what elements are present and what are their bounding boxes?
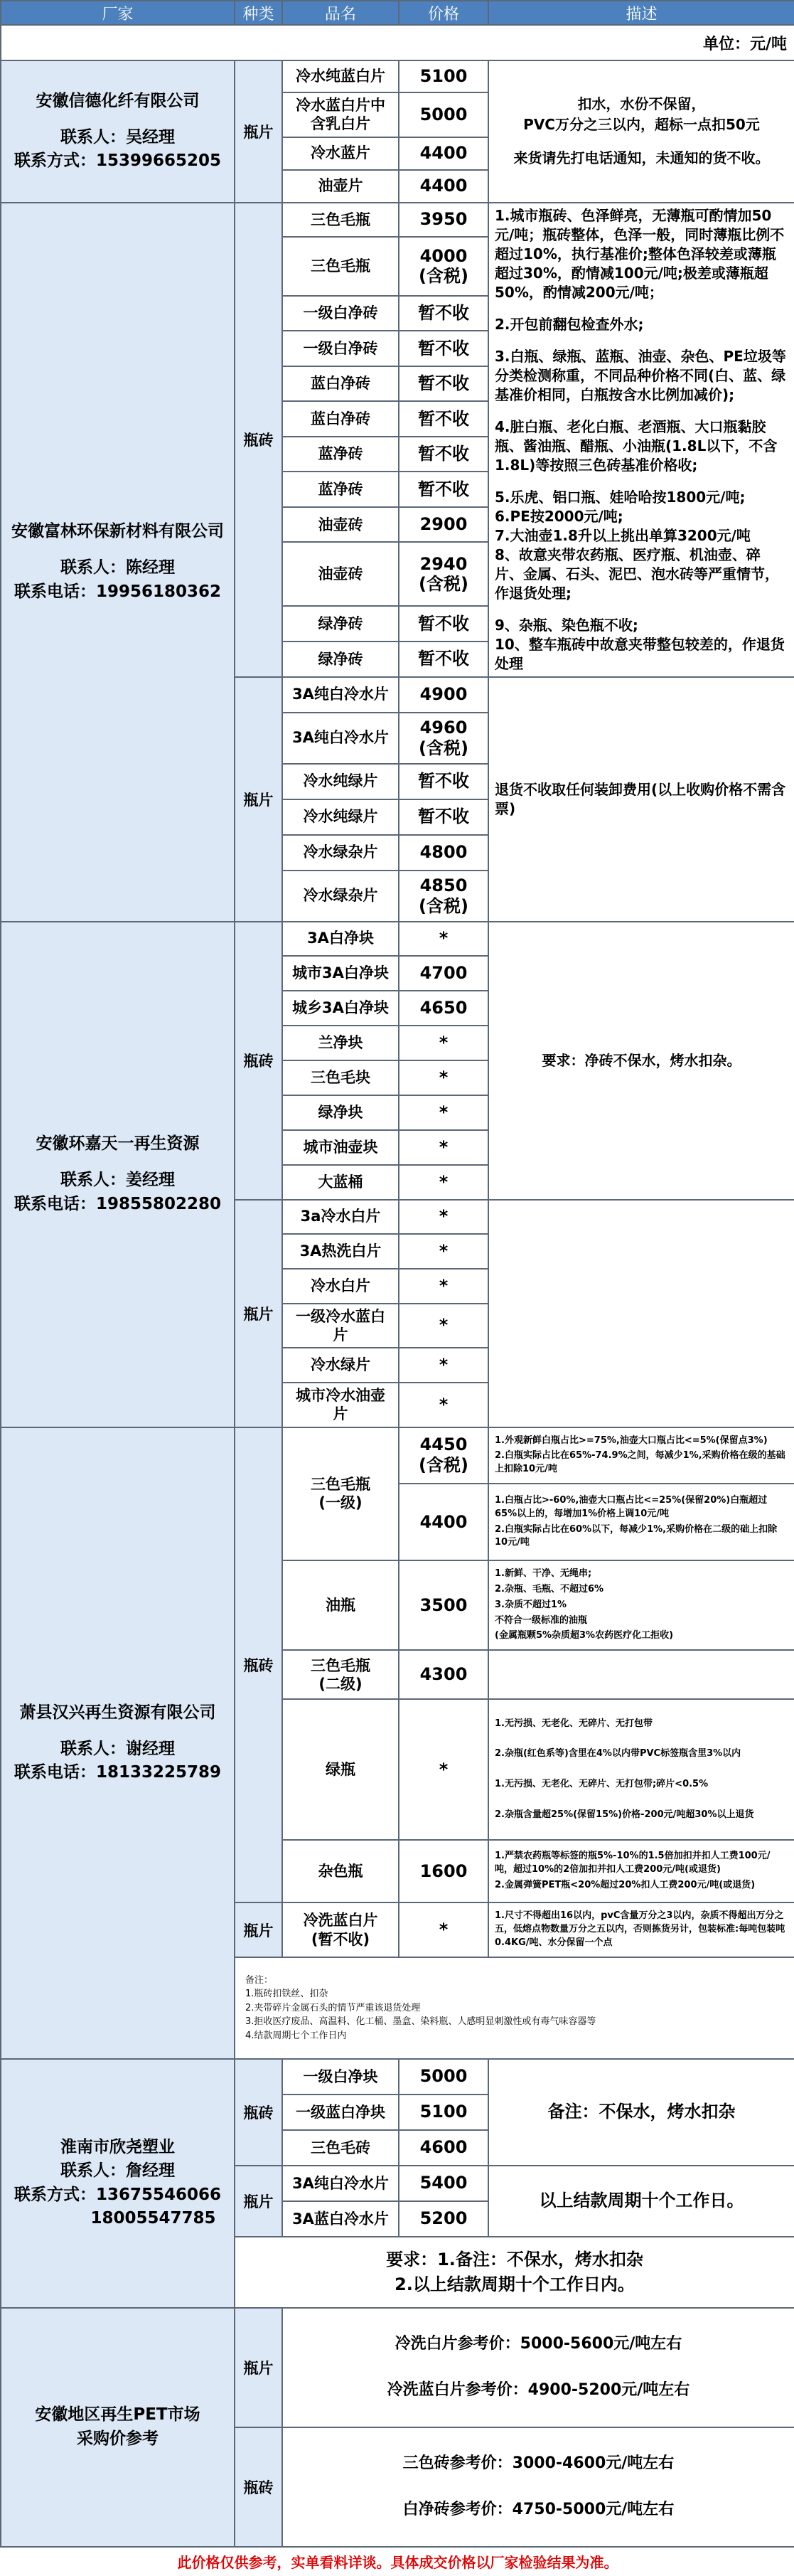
summary-line: 要求：1.备注：不保水，烤水扣杂 xyxy=(386,2249,643,2269)
description-line: 1.无污损、无老化、无碎片、无打包带;碎片<0.5% xyxy=(495,1779,709,1790)
description-cell xyxy=(488,1699,794,1840)
table-row xyxy=(1,203,794,238)
description-cell xyxy=(488,1560,794,1650)
description-line: 扣水，水份不保留， xyxy=(577,95,706,113)
product-price: 5100 xyxy=(399,2095,488,2130)
description-line: 8、故意夹带农药瓶、医疗瓶、机油壶、碎片、金属、石头、泥巴、泡水砖等严重情节，作退货处理; xyxy=(495,545,779,602)
product-name: 蓝白净砖 xyxy=(282,366,399,402)
product-price: 4400 xyxy=(399,137,488,170)
table-row xyxy=(1,1427,794,1484)
product-name: 一级冷水蓝白片 xyxy=(282,1304,399,1348)
description-line: 5.乐虎、铝口瓶、娃哈哈按1800元/吨; xyxy=(495,488,746,506)
product-name: 三色毛瓶 xyxy=(282,203,399,238)
product-name: 一级白净砖 xyxy=(282,331,399,366)
product-price: * xyxy=(399,1165,488,1200)
description-line: 不符合一级标准的油瓶 xyxy=(495,1614,588,1626)
description-cell xyxy=(488,1650,794,1699)
product-name: 三色毛瓶 (一级) xyxy=(282,1427,399,1561)
product-name: 绿净块 xyxy=(282,1095,399,1130)
product-name: 城乡3A白净块 xyxy=(282,991,399,1026)
company-contact: 联系人：詹经理 xyxy=(60,2161,175,2181)
type-cell: 瓶砖 xyxy=(235,203,282,677)
company-phone: 18005547785 xyxy=(90,2209,216,2228)
product-name: 冷水绿杂片 xyxy=(282,871,399,922)
summary-cell xyxy=(235,2237,794,2308)
company-cell xyxy=(1,60,235,203)
description-line: 1.白瓶占比>-60%,油壶大口瓶占比<=25%(保留20%)白瓶超过65%以上的，每增加1%价格上调10元/吨 xyxy=(495,1494,768,1519)
product-name: 一级蓝白净块 xyxy=(282,2095,399,2130)
product-name: 三色毛块 xyxy=(282,1060,399,1095)
description-line: 2.杂瓶含量超25%(保留15%)价格-200元/吨超30%以上退货 xyxy=(495,1809,754,1821)
reference-line: 白净砖参考价：4750-5000元/吨左右 xyxy=(402,2500,675,2518)
product-price: 4900 xyxy=(399,677,488,713)
product-name: 城市3A白净块 xyxy=(282,956,399,991)
type-cell: 瓶片 xyxy=(235,1200,282,1427)
product-name: 一级白净块 xyxy=(282,2059,399,2095)
product-price: 4450 (含税) xyxy=(399,1427,488,1484)
note-line: 备注： xyxy=(245,1974,274,1986)
type-cell: 瓶砖 xyxy=(235,922,282,1200)
footer-row xyxy=(1,2547,794,2576)
company-name: 安徽富林环保新材料有限公司 xyxy=(11,521,224,541)
description-line: 1.城市瓶砖、色泽鲜亮，无薄瓶可酌情加50元/吨；瓶砖整体，色泽一般，同时薄瓶比例不超过10%，执行基准价;整体色泽较差或薄瓶超过30%，酌情减100元/吨;极差或薄瓶超50%，酌情减200元/吨； xyxy=(495,206,785,301)
type-cell: 瓶片 xyxy=(235,2308,282,2427)
product-price: 暂不收 xyxy=(399,606,488,642)
product-name: 冷水蓝白片中含乳白片 xyxy=(282,92,399,137)
product-price: 暂不收 xyxy=(399,401,488,437)
product-price: * xyxy=(399,1269,488,1304)
description-line: (金属瓶颗5%杂质超3%农药医疗化工拒收) xyxy=(495,1630,674,1641)
description-line: 6.PE按2000元/吨; xyxy=(495,507,623,525)
product-name: 油瓶 xyxy=(282,1560,399,1650)
company-phone: 联系方式：15399665205 xyxy=(14,151,222,171)
description-line: 3.白瓶、绿瓶、蓝瓶、油壶、杂色、PE垃圾等分类检测称重，不同品种价格不同(白、蓝、绿基准价相同，白瓶按含水比例加减价); xyxy=(495,347,786,403)
company-contact: 联系人：吴经理 xyxy=(60,128,175,147)
product-price: 5000 xyxy=(399,2059,488,2095)
description-cell xyxy=(488,1200,794,1427)
notes-cell xyxy=(235,1957,794,2059)
reference-line: 冷洗白片参考价：5000-5600元/吨左右 xyxy=(395,2334,682,2353)
product-price: * xyxy=(399,1095,488,1130)
description-line: 要求：净砖不保水，烤水扣杂。 xyxy=(542,1051,741,1069)
product-price: 4650 xyxy=(399,991,488,1026)
description-line: 1.尺寸不得超出16以内，pvC含量万分之3以内，杂质不得超出万分之五，低熔点物数量万分之五以内，否则拣货另计，包装标准:每吨包装吨0.4KG/吨、水分保留一个点 xyxy=(495,1910,785,1948)
product-price: 暂不收 xyxy=(399,366,488,402)
product-price: 1600 xyxy=(399,1840,488,1902)
product-price: 暂不收 xyxy=(399,642,488,677)
description-line: 以上结款周期十个工作日。 xyxy=(539,2191,744,2211)
column-header-description: 描述 xyxy=(488,1,794,25)
company-contact: 联系人：姜经理 xyxy=(60,1171,175,1190)
product-price: * xyxy=(399,1130,488,1165)
type-cell: 瓶片 xyxy=(235,677,282,922)
company-name: 安徽环嘉天一再生资源 xyxy=(36,1134,200,1153)
product-name: 城市冷水油壶片 xyxy=(282,1383,399,1427)
product-price: * xyxy=(399,1060,488,1095)
company-name: 萧县汉兴再生资源有限公司 xyxy=(19,1703,216,1722)
column-header-manufacturer: 厂家 xyxy=(1,1,235,25)
product-name: 3A纯白冷水片 xyxy=(282,2166,399,2201)
product-name: 冷水绿片 xyxy=(282,1348,399,1383)
type-cell: 瓶片 xyxy=(235,60,282,203)
product-price: * xyxy=(399,1304,488,1348)
reference-cell xyxy=(282,2427,794,2547)
product-name: 冷水纯绿片 xyxy=(282,799,399,835)
note-line: 3.拒收医疗废品、高温料、化工桶、墨盒、染料瓶、人感明显刺激性或有毒气味容器等 xyxy=(245,2016,596,2028)
product-price: 暂不收 xyxy=(399,764,488,799)
company-cell xyxy=(1,2059,235,2308)
product-price: 4300 xyxy=(399,1650,488,1699)
description-cell xyxy=(488,677,794,922)
product-name: 冷水绿杂片 xyxy=(282,835,399,871)
description-cell xyxy=(488,60,794,203)
description-cell xyxy=(488,1484,794,1560)
description-cell xyxy=(488,2166,794,2237)
description-cell xyxy=(488,1840,794,1902)
product-price: * xyxy=(399,1234,488,1269)
product-name: 冷水纯绿片 xyxy=(282,764,399,799)
company-phone: 联系电话：19956180362 xyxy=(14,582,222,601)
note-line: 4.结款周期七个工作日内 xyxy=(245,2030,347,2041)
product-price: 4800 xyxy=(399,835,488,871)
product-name: 城市油壶块 xyxy=(282,1130,399,1165)
product-name: 3A白净块 xyxy=(282,922,399,956)
company-phone: 联系电话：18133225789 xyxy=(14,1763,222,1782)
description-line: 1.外观新鲜白瓶占比>=75%,油壶大口瓶占比<=5%(保留点3%) xyxy=(495,1435,768,1446)
product-price: 4850 (含税) xyxy=(399,871,488,922)
product-price: * xyxy=(399,1348,488,1383)
product-name: 蓝净砖 xyxy=(282,437,399,472)
company-name: 采购价参考 xyxy=(77,2429,159,2448)
description-line: 10、整车瓶砖中故意夹带整包较差的，作退货处理 xyxy=(495,635,785,672)
company-cell xyxy=(1,203,235,922)
company-cell xyxy=(1,922,235,1427)
product-price: 5400 xyxy=(399,2166,488,2201)
description-line: 1.严禁农药瓶等标签的瓶5%-10%的1.5倍加扣并扣人工费100元/吨，超过10%的2倍加扣并扣人工费200元/吨(或退货) xyxy=(495,1851,771,1875)
product-name: 3A纯白冷水片 xyxy=(282,713,399,764)
description-line: 4.脏白瓶、老化白瓶、老酒瓶、大口瓶黏胶瓶、酱油瓶、醋瓶、小油瓶(1.8L以下，不含1.8L)等按照三色砖基准价格收; xyxy=(495,417,778,474)
footer-disclaimer: 此价格仅供参考，实单看料详谈。具体成交价格以厂家检验结果为准。 xyxy=(177,2554,618,2572)
product-name: 冷水蓝片 xyxy=(282,137,399,170)
table-row xyxy=(1,2308,794,2427)
company-name: 淮南市欣尧塑业 xyxy=(60,2138,175,2157)
product-price: 暂不收 xyxy=(399,437,488,472)
product-price: 4000 (含税) xyxy=(399,237,488,296)
description-cell xyxy=(488,922,794,1200)
product-name: 一级白净砖 xyxy=(282,296,399,331)
product-price: 暂不收 xyxy=(399,331,488,366)
product-name: 冷水纯蓝白片 xyxy=(282,60,399,92)
product-name: 三色毛瓶 (二级) xyxy=(282,1650,399,1699)
product-name: 大蓝桶 xyxy=(282,1165,399,1200)
description-cell xyxy=(488,2059,794,2166)
note-line: 2.夹带碎片金属石头的情节严重该退货处理 xyxy=(245,2002,421,2013)
product-price: * xyxy=(399,1383,488,1427)
product-name: 油壶砖 xyxy=(282,542,399,606)
product-name: 3A纯白冷水片 xyxy=(282,677,399,713)
product-price: * xyxy=(399,1699,488,1840)
description-line: 来货请先打电话通知，未通知的货不收。 xyxy=(513,149,770,167)
company-name: 安徽信德化纤有限公司 xyxy=(36,91,200,110)
product-price: 暂不收 xyxy=(399,472,488,507)
product-price: 暂不收 xyxy=(399,799,488,835)
description-cell xyxy=(488,1427,794,1484)
product-price: * xyxy=(399,1200,488,1234)
description-line: 备注：不保水，烤水扣杂 xyxy=(547,2102,736,2122)
description-line: 2.杂瓶(红色系等)含里在4%以内带PVC标签瓶含里3%以内 xyxy=(495,1748,741,1760)
table-row xyxy=(1,2059,794,2095)
table-row xyxy=(1,60,794,92)
product-price: 2940 (含税) xyxy=(399,542,488,606)
product-name: 兰净块 xyxy=(282,1026,399,1060)
column-header-product: 品名 xyxy=(282,1,399,25)
description-line: 2.白瓶实际占比在60%以下，每减少1%,采购价格在二级的础上扣除10元/吨 xyxy=(495,1523,778,1548)
company-phone: 联系方式：13675546066 xyxy=(14,2185,222,2204)
product-price: 5000 xyxy=(399,92,488,137)
type-cell: 瓶砖 xyxy=(235,2059,282,2166)
type-cell: 瓶片 xyxy=(235,2166,282,2237)
product-price: 4700 xyxy=(399,956,488,991)
description-line: PVC万分之三以内，超标一点扣50元 xyxy=(523,116,760,134)
description-line: 9、杂瓶、染色瓶不收; xyxy=(495,616,638,634)
product-name: 三色毛瓶 xyxy=(282,237,399,296)
product-name: 油壶砖 xyxy=(282,507,399,543)
product-price: 2900 xyxy=(399,507,488,543)
product-name: 油壶片 xyxy=(282,170,399,203)
company-phone: 联系电话：19855802280 xyxy=(14,1194,222,1213)
column-header-price: 价格 xyxy=(399,1,488,25)
product-price: 4400 xyxy=(399,1484,488,1560)
reference-cell xyxy=(282,2308,794,2427)
description-line: 1.无污损、无老化、无碎片、无打包带 xyxy=(495,1718,653,1729)
product-price: 5200 xyxy=(399,2201,488,2237)
unit-row xyxy=(1,25,794,60)
description-cell xyxy=(488,1902,794,1957)
company-contact: 联系人：陈经理 xyxy=(60,558,175,578)
note-line: 1.瓶砖扣铁丝、扣杂 xyxy=(245,1989,328,2000)
description-line: 3.杂质不超过1% xyxy=(495,1599,567,1610)
description-line: 1.新鲜、干净、无绳串; xyxy=(495,1568,592,1580)
column-header-type: 种类 xyxy=(235,1,282,25)
table-row xyxy=(1,922,794,956)
product-name: 3A蓝白冷水片 xyxy=(282,2201,399,2237)
unit-label: 单位：元/吨 xyxy=(1,25,794,60)
product-price: 暂不收 xyxy=(399,296,488,331)
product-name: 三色毛砖 xyxy=(282,2130,399,2166)
product-name: 3a冷水白片 xyxy=(282,1200,399,1234)
product-price: 4400 xyxy=(399,170,488,203)
product-price: 3500 xyxy=(399,1560,488,1650)
reference-line: 三色砖参考价：3000-4600元/吨左右 xyxy=(402,2454,675,2472)
reference-line: 冷洗蓝白片参考价：4900-5200元/吨左右 xyxy=(387,2380,690,2399)
description-line: 退货不收取任何装卸费用(以上收购价格不需含票) xyxy=(495,780,786,817)
type-cell: 瓶砖 xyxy=(235,1427,282,1903)
product-price: 5100 xyxy=(399,60,488,92)
product-name: 绿净砖 xyxy=(282,642,399,677)
product-name: 杂色瓶 xyxy=(282,1840,399,1902)
type-cell: 瓶砖 xyxy=(235,2427,282,2547)
product-name: 蓝净砖 xyxy=(282,472,399,507)
product-price: * xyxy=(399,1026,488,1060)
product-price: 4960 (含税) xyxy=(399,713,488,764)
product-name: 冷洗蓝白片 (暂不收) xyxy=(282,1902,399,1957)
product-price: * xyxy=(399,922,488,956)
product-name: 绿净砖 xyxy=(282,606,399,642)
header-row xyxy=(1,1,794,25)
product-price: 4600 xyxy=(399,2130,488,2166)
description-line: 2.杂瓶、毛瓶、不超过6% xyxy=(495,1583,604,1595)
product-name: 蓝白净砖 xyxy=(282,401,399,437)
type-cell: 瓶片 xyxy=(235,1902,282,1957)
company-contact: 联系人：谢经理 xyxy=(60,1739,175,1758)
description-line: 2.白瓶实际占比在65%-74.9%之间，每减少1%,采购价格在级的基础上扣除10元/吨 xyxy=(495,1450,785,1475)
product-name: 冷水白片 xyxy=(282,1269,399,1304)
description-cell xyxy=(488,203,794,677)
summary-line: 2.以上结款周期十个工作日内。 xyxy=(395,2274,635,2294)
description-line: 2.金属弹簧PET瓶<20%超过20%扣人工费200元/吨(或退货) xyxy=(495,1880,756,1891)
company-name: 安徽地区再生PET市场 xyxy=(35,2405,200,2425)
company-cell xyxy=(1,1427,235,2059)
company-cell xyxy=(1,2308,235,2547)
product-price: * xyxy=(399,1902,488,1957)
description-line: 7.大油壶1.8升以上挑出单算3200元/吨 xyxy=(495,526,751,544)
product-name: 3A热洗白片 xyxy=(282,1234,399,1269)
product-price: 3950 xyxy=(399,203,488,238)
product-name: 绿瓶 xyxy=(282,1699,399,1840)
description-line: 2.开包前翻包检查外水; xyxy=(495,315,644,333)
